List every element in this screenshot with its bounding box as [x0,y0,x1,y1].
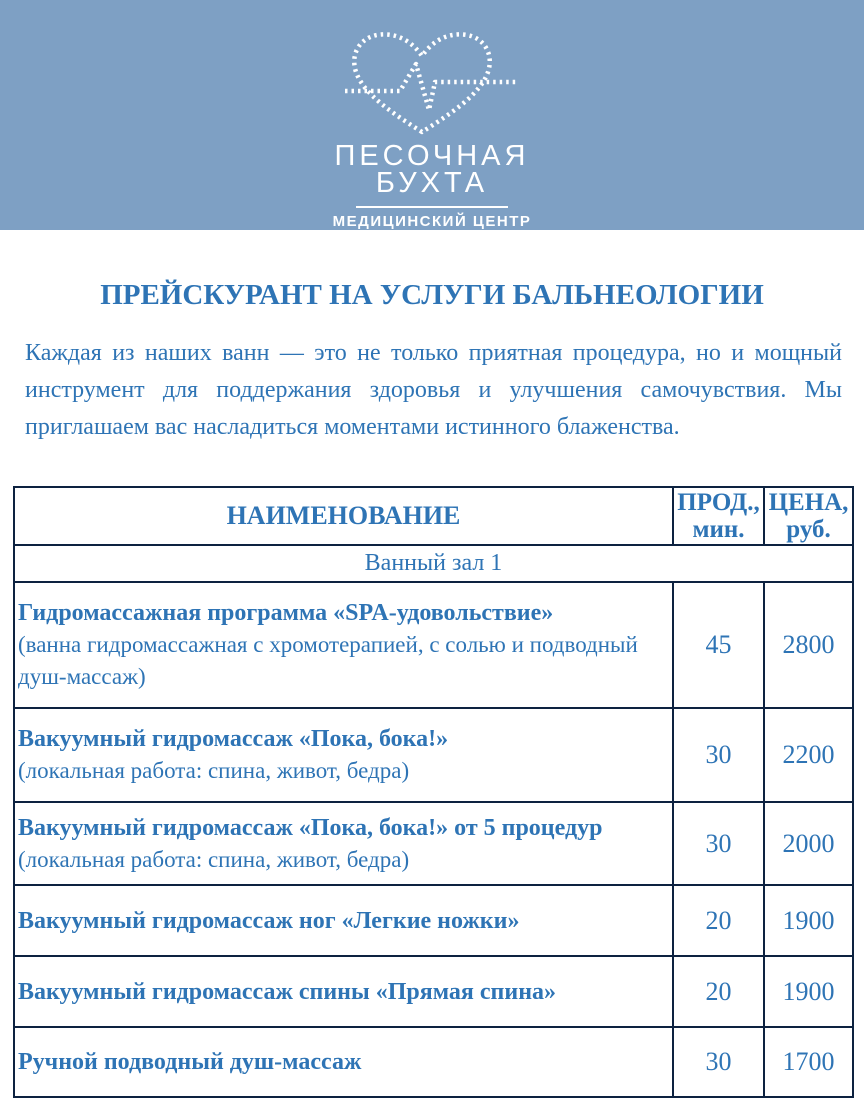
service-price: 2800 [764,582,853,708]
service-price: 2200 [764,708,853,802]
service-name: Гидромассажная программа «SPA-удовольствие» [18,600,554,626]
service-name: Ручной подводный душ-массаж [18,1049,362,1075]
service-duration: 20 [673,956,764,1027]
section-title: Ванный зал 1 [14,545,853,582]
price-table [13,486,854,1098]
column-header-name: НАИМЕНОВАНИЕ [14,487,673,545]
service-cell [14,582,673,708]
service-duration: 45 [673,582,764,708]
table-row [14,885,853,956]
page-title: ПРЕЙСКУРАНТ НА УСЛУГИ БАЛЬНЕОЛОГИИ [100,279,764,311]
table-header-row [14,487,853,545]
section-row [14,545,853,582]
table-row [14,708,853,802]
service-description: (локальная работа: спина, живот, бедра) [18,758,410,783]
table-row [14,956,853,1027]
service-cell [14,802,673,885]
service-price: 1700 [764,1027,853,1097]
logo-name-line2: БУХТА [375,167,489,199]
header-band [0,0,864,230]
service-duration: 30 [673,802,764,885]
table-row [14,582,853,708]
table-row [14,802,853,885]
service-name: Вакуумный гидромассаж ног «Легкие ножки» [18,907,520,934]
column-header-duration-line2: мин. [692,516,745,543]
table-row [14,1027,853,1097]
service-duration: 30 [673,1027,764,1097]
service-description: (локальная работа: спина, живот, бедра) [18,846,410,872]
column-header-price [764,487,853,545]
logo-divider [356,206,508,208]
column-header-duration [673,487,764,545]
logo-subtitle: МЕДИЦИНСКИЙ ЦЕНТР [332,213,532,230]
service-price: 1900 [764,885,853,956]
logo-name-line1: ПЕСОЧНАЯ [334,140,530,172]
service-price: 2000 [764,802,853,885]
service-description: (ванна гидромассажная с хромотерапией, с солью и подводный душ-массаж) [18,632,638,689]
service-cell [14,1027,673,1097]
column-header-price-line2: руб. [786,516,831,543]
service-duration: 30 [673,708,764,802]
service-cell [14,885,673,956]
service-name: Вакуумный гидромассаж «Пока, бока!» от 5 процедур [18,814,603,841]
service-price: 1900 [764,956,853,1027]
column-header-price-line1: ЦЕНА, [768,489,849,516]
service-duration: 20 [673,885,764,956]
service-name: Вакуумный гидромассаж «Пока, бока!» [18,726,449,752]
service-cell [14,956,673,1027]
service-name: Вакуумный гидромассаж спины «Прямая спина» [18,978,557,1005]
heart-ecg-icon [322,25,542,143]
column-header-duration-line1: ПРОД., [677,489,760,516]
service-cell [14,708,673,802]
intro-paragraph: Каждая из наших ванн — это не только приятная процедура, но и мощный инструмент для поддержания здоровья и улучшения самочувствия. Мы приглашаем вас насладиться моментами истинного блаженства. [25,340,842,440]
